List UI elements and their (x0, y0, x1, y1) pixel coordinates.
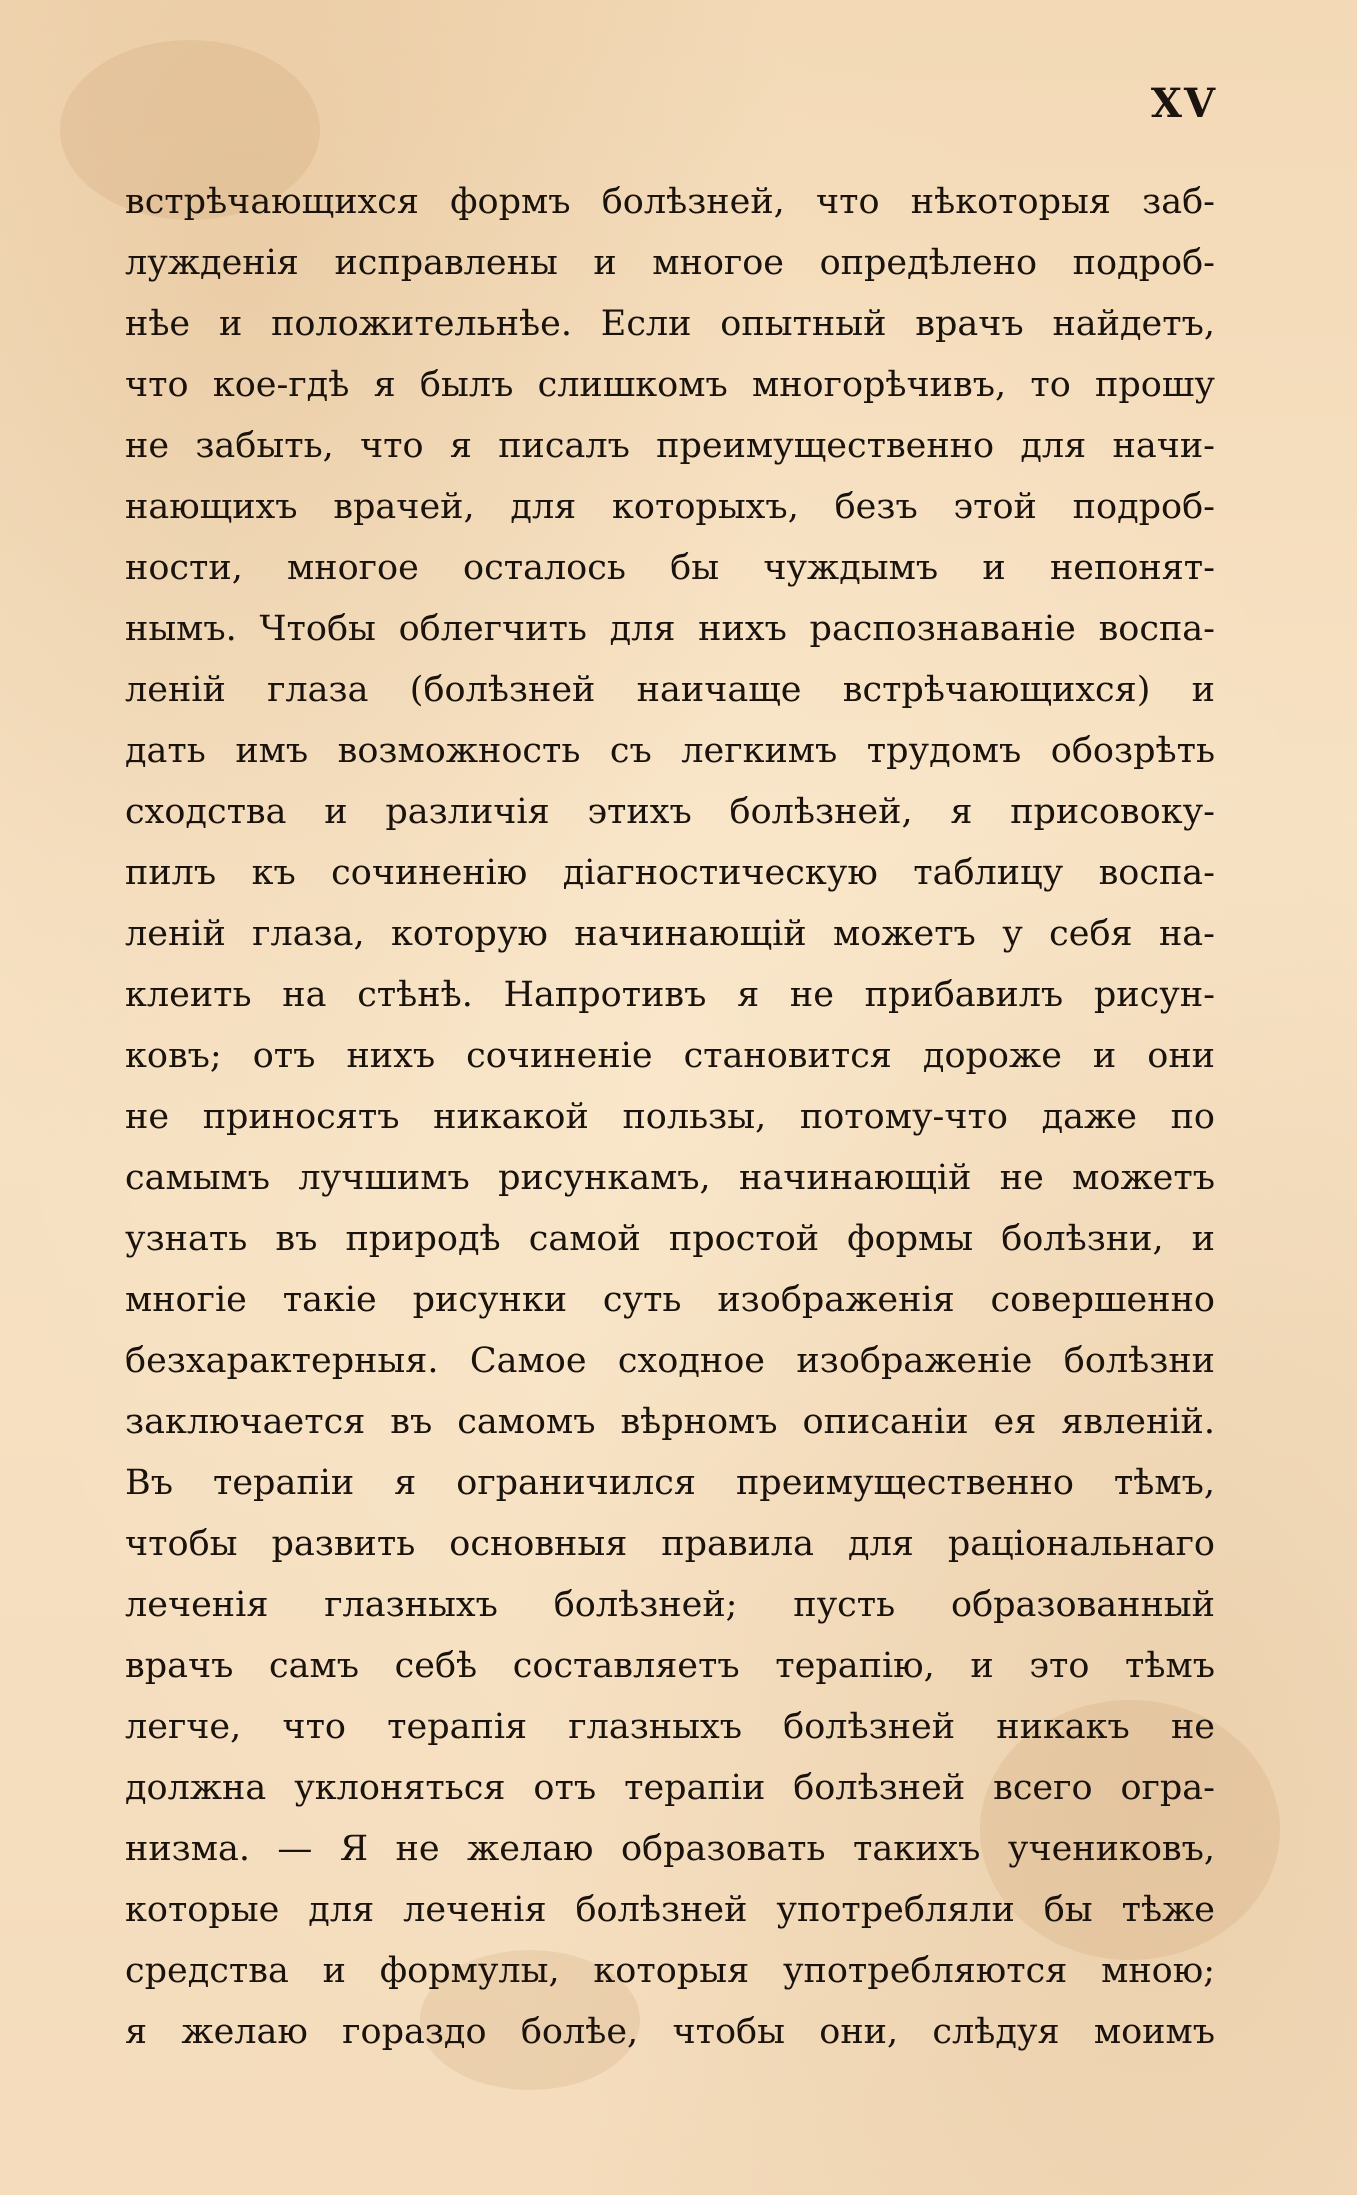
text-line: не приносятъ никакой пользы, потому-что даже по (125, 1097, 1215, 1137)
text-line: безхарактерныя. Самое сходное изображеніе болѣзни (125, 1341, 1215, 1381)
text-line: которые для леченія болѣзней употребляли бы тѣже (125, 1890, 1215, 1930)
text-line: многіе такіе рисунки суть изображенія совершенно (125, 1280, 1215, 1320)
page-number: XV (1150, 80, 1217, 127)
text-line: сходства и различія этихъ болѣзней, я присовоку- (125, 792, 1215, 832)
text-line: дать имъ возможность съ легкимъ трудомъ обозрѣть (125, 731, 1215, 771)
text-line: заключается въ самомъ вѣрномъ описаніи ея явленій. (125, 1402, 1215, 1442)
text-line: клеить на стѣнѣ. Напротивъ я не прибавилъ рисун- (125, 975, 1215, 1015)
body-text (125, 172, 1215, 2063)
text-line: нымъ. Чтобы облегчить для нихъ распознаваніе воспа- (125, 609, 1215, 649)
text-line: нѣе и положительнѣе. Если опытный врачъ найдетъ, (125, 304, 1215, 344)
text-line: леній глаза (болѣзней наичаще встрѣчающихся) и (125, 670, 1215, 710)
text-line: самымъ лучшимъ рисункамъ, начинающій не можетъ (125, 1158, 1215, 1198)
text-line: нающихъ врачей, для которыхъ, безъ этой подроб- (125, 487, 1215, 527)
text-line: должна уклоняться отъ терапіи болѣзней всего огра- (125, 1768, 1215, 1808)
text-line: ковъ; отъ нихъ сочиненіе становится дороже и они (125, 1036, 1215, 1076)
text-line: средства и формулы, которыя употребляются мною; (125, 1951, 1215, 1991)
text-line: узнать въ природѣ самой простой формы болѣзни, и (125, 1219, 1215, 1259)
text-line: чтобы развить основныя правила для раціональнаго (125, 1524, 1215, 1564)
text-line: лужденія исправлены и многое опредѣлено подроб- (125, 243, 1215, 283)
text-line: я желаю гораздо болѣе, чтобы они, слѣдуя моимъ (125, 2012, 1215, 2052)
text-line: легче, что терапія глазныхъ болѣзней никакъ не (125, 1707, 1215, 1747)
text-line: леченія глазныхъ болѣзней; пусть образованный (125, 1585, 1215, 1625)
text-line: ности, многое осталось бы чуждымъ и непонят- (125, 548, 1215, 588)
text-line: Въ терапіи я ограничился преимущественно тѣмъ, (125, 1463, 1215, 1503)
text-line: что кое-гдѣ я былъ слишкомъ многорѣчивъ, то прошу (125, 365, 1215, 405)
text-line: встрѣчающихся формъ болѣзней, что нѣкоторыя заб- (125, 182, 1215, 222)
text-line: врачъ самъ себѣ составляетъ терапію, и это тѣмъ (125, 1646, 1215, 1686)
text-line: низма. — Я не желаю образовать такихъ учениковъ, (125, 1829, 1215, 1869)
text-line: не забыть, что я писалъ преимущественно для начи- (125, 426, 1215, 466)
text-line: леній глаза, которую начинающій можетъ у себя на- (125, 914, 1215, 954)
text-line: пилъ къ сочиненію діагностическую таблицу воспа- (125, 853, 1215, 893)
